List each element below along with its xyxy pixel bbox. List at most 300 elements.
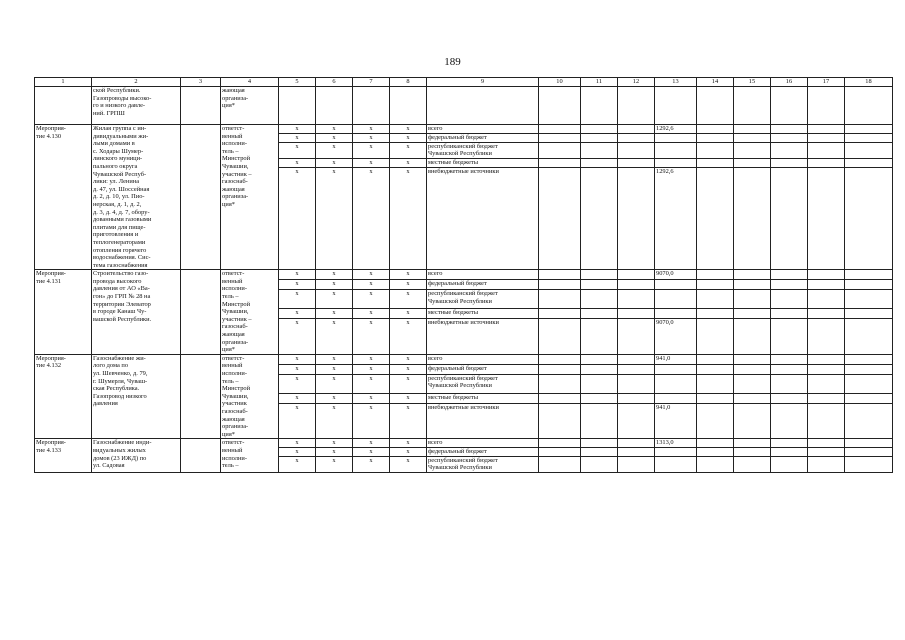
continuation-row	[35, 87, 893, 125]
responsible-party: ответст- венный исполни- тель –	[221, 439, 279, 472]
table-cell	[808, 354, 845, 364]
table-cell	[808, 87, 845, 125]
x-mark: x	[279, 354, 316, 364]
x-mark: x	[279, 159, 316, 168]
x-mark: x	[316, 456, 353, 472]
table-cell	[697, 393, 734, 403]
table-cell	[845, 87, 893, 125]
x-mark: x	[390, 290, 427, 309]
x-mark: x	[353, 290, 390, 309]
column-header: 7	[353, 78, 390, 87]
amount-value	[655, 309, 697, 319]
x-mark: x	[316, 159, 353, 168]
table-cell	[697, 403, 734, 439]
funding-source: внебюджетные источники	[427, 319, 539, 355]
table-cell	[581, 456, 618, 472]
table-cell	[181, 125, 221, 270]
x-mark: x	[353, 280, 390, 290]
table-cell	[697, 133, 734, 142]
table-cell	[618, 319, 655, 355]
table-cell	[734, 142, 771, 159]
column-header: 5	[279, 78, 316, 87]
table-cell	[808, 447, 845, 456]
table-cell	[539, 280, 581, 290]
table-cell	[581, 290, 618, 309]
table-cell	[618, 290, 655, 309]
x-mark: x	[353, 456, 390, 472]
x-mark: x	[390, 447, 427, 456]
table-cell	[771, 403, 808, 439]
x-mark: x	[390, 142, 427, 159]
table-cell	[539, 393, 581, 403]
table-cell	[845, 456, 893, 472]
x-mark: x	[353, 142, 390, 159]
table-cell	[539, 168, 581, 270]
table-cell	[279, 87, 316, 125]
x-mark: x	[316, 393, 353, 403]
event-id: Мероприя- тие 4.130	[35, 125, 92, 270]
table-cell	[618, 125, 655, 134]
x-mark: x	[353, 364, 390, 374]
table-cell	[618, 142, 655, 159]
amount-value: 1292,6	[655, 168, 697, 270]
x-mark: x	[353, 447, 390, 456]
table-cell	[734, 364, 771, 374]
x-mark: x	[353, 354, 390, 364]
table-cell	[697, 125, 734, 134]
table-cell	[618, 159, 655, 168]
table-cell	[808, 159, 845, 168]
table-cell	[845, 393, 893, 403]
table-cell	[181, 439, 221, 472]
x-mark: x	[316, 319, 353, 355]
table-cell	[697, 142, 734, 159]
x-mark: x	[279, 133, 316, 142]
table-cell	[539, 87, 581, 125]
table-cell	[771, 133, 808, 142]
table-cell	[734, 290, 771, 309]
table-cell	[845, 364, 893, 374]
x-mark: x	[353, 403, 390, 439]
column-header: 6	[316, 78, 353, 87]
table-cell	[845, 133, 893, 142]
table-cell	[808, 374, 845, 393]
table-cell	[581, 309, 618, 319]
column-header: 14	[697, 78, 734, 87]
x-mark: x	[279, 125, 316, 134]
amount-value	[655, 364, 697, 374]
table-cell	[771, 87, 808, 125]
table-cell	[734, 125, 771, 134]
table-cell	[697, 270, 734, 280]
table-cell	[808, 133, 845, 142]
table-cell	[316, 87, 353, 125]
table-cell	[539, 159, 581, 168]
table-cell	[808, 309, 845, 319]
table-cell	[808, 168, 845, 270]
table-cell	[581, 168, 618, 270]
table-cell	[734, 168, 771, 270]
x-mark: x	[316, 439, 353, 448]
table-cell	[808, 393, 845, 403]
amount-value: 1313,0	[655, 439, 697, 448]
table-cell	[808, 456, 845, 472]
table-row	[35, 354, 893, 364]
table-cell	[697, 364, 734, 374]
funding-source: внебюджетные источники	[427, 403, 539, 439]
table-cell	[618, 309, 655, 319]
table-cell	[539, 364, 581, 374]
funding-source: местные бюджеты	[427, 159, 539, 168]
x-mark: x	[279, 439, 316, 448]
table-cell	[618, 280, 655, 290]
amount-value: 9070,0	[655, 319, 697, 355]
table-cell	[353, 87, 390, 125]
table-cell	[845, 125, 893, 134]
funding-source: местные бюджеты	[427, 309, 539, 319]
x-mark: x	[279, 447, 316, 456]
x-mark: x	[279, 142, 316, 159]
table-cell	[539, 270, 581, 280]
amount-value	[655, 142, 697, 159]
x-mark: x	[316, 447, 353, 456]
table-cell	[771, 354, 808, 364]
responsible-party: ответст- венный исполни- тель – Минстрой Чувашии, участник – газоснаб- жающая организа- ция*	[221, 125, 279, 270]
table-cell	[771, 393, 808, 403]
funding-source: республиканский бюджет Чувашской Республики	[427, 142, 539, 159]
table-row	[35, 439, 893, 448]
x-mark: x	[353, 159, 390, 168]
table-cell	[734, 456, 771, 472]
table-cell	[539, 403, 581, 439]
event-description: Строительство газо- провода высокого давления от АО «Ва- гон» до ГРП № 28 на территории Элеватор в городе Канаш Чу- вашской Республики.	[92, 270, 181, 355]
x-mark: x	[353, 168, 390, 270]
header-row	[35, 78, 893, 87]
funding-source: внебюджетные источники	[427, 168, 539, 270]
table-cell	[539, 309, 581, 319]
table-cell	[618, 393, 655, 403]
x-mark: x	[316, 374, 353, 393]
table-cell	[581, 364, 618, 374]
x-mark: x	[353, 374, 390, 393]
x-mark: x	[316, 270, 353, 280]
x-mark: x	[353, 393, 390, 403]
x-mark: x	[390, 374, 427, 393]
table-cell	[539, 354, 581, 364]
column-header: 8	[390, 78, 427, 87]
amount-value: 941,0	[655, 354, 697, 364]
table-cell	[845, 168, 893, 270]
table-cell	[539, 439, 581, 448]
table-cell	[808, 270, 845, 280]
amount-value	[655, 447, 697, 456]
funding-source: местные бюджеты	[427, 393, 539, 403]
table-cell	[845, 280, 893, 290]
table-cell	[734, 393, 771, 403]
x-mark: x	[279, 290, 316, 309]
table-cell	[845, 439, 893, 448]
amount-value	[655, 456, 697, 472]
x-mark: x	[316, 290, 353, 309]
table-cell	[771, 374, 808, 393]
funding-source: всего	[427, 125, 539, 134]
table-cell	[539, 319, 581, 355]
table-cell	[734, 319, 771, 355]
table-cell	[771, 290, 808, 309]
table-cell	[581, 142, 618, 159]
table-cell	[618, 374, 655, 393]
event-description: ской Республики. Газопроводы высоко- го и низкого давле- ний. ГРПШ	[92, 87, 181, 125]
table-cell	[618, 168, 655, 270]
amount-value	[655, 159, 697, 168]
table-cell	[771, 125, 808, 134]
x-mark: x	[390, 319, 427, 355]
event-id: Мероприя- тие 4.133	[35, 439, 92, 472]
amount-value	[655, 280, 697, 290]
x-mark: x	[279, 456, 316, 472]
funding-table	[34, 77, 893, 473]
page-number: 189	[444, 56, 461, 68]
x-mark: x	[390, 439, 427, 448]
x-mark: x	[279, 319, 316, 355]
table-cell	[771, 280, 808, 290]
table-cell	[539, 290, 581, 309]
x-mark: x	[390, 270, 427, 280]
column-header: 12	[618, 78, 655, 87]
funding-source: республиканский бюджет Чувашской Республики	[427, 290, 539, 309]
table-cell	[771, 456, 808, 472]
column-header: 18	[845, 78, 893, 87]
table-cell	[581, 447, 618, 456]
funding-source: всего	[427, 439, 539, 448]
x-mark: x	[279, 364, 316, 374]
table-cell	[734, 159, 771, 168]
x-mark: x	[316, 403, 353, 439]
table-cell	[845, 309, 893, 319]
table-cell	[845, 374, 893, 393]
table-cell	[655, 87, 697, 125]
table-cell	[808, 319, 845, 355]
column-header: 2	[92, 78, 181, 87]
funding-source: всего	[427, 270, 539, 280]
amount-value	[655, 290, 697, 309]
x-mark: x	[353, 319, 390, 355]
column-header: 15	[734, 78, 771, 87]
table-cell	[390, 87, 427, 125]
amount-value: 9070,0	[655, 270, 697, 280]
table-cell	[181, 270, 221, 355]
x-mark: x	[316, 309, 353, 319]
column-header: 17	[808, 78, 845, 87]
table-cell	[427, 87, 539, 125]
x-mark: x	[316, 168, 353, 270]
event-description: Газоснабжение инди- видуальных жилых домов (23 ИЖД) по ул. Садовая	[92, 439, 181, 472]
table-cell	[734, 447, 771, 456]
x-mark: x	[390, 456, 427, 472]
table-cell	[771, 364, 808, 374]
column-header: 11	[581, 78, 618, 87]
x-mark: x	[390, 280, 427, 290]
x-mark: x	[316, 354, 353, 364]
table-row	[35, 270, 893, 280]
table-cell	[539, 456, 581, 472]
table-cell	[697, 159, 734, 168]
table-cell	[581, 439, 618, 448]
table-cell	[771, 168, 808, 270]
event-description: Газоснабжение жи- лого дома по ул. Шевченко, д. 79, г. Шумерля, Чуваш- ская Республика. Газопровод низкого давления	[92, 354, 181, 439]
x-mark: x	[279, 374, 316, 393]
table-cell	[539, 374, 581, 393]
table-cell	[697, 309, 734, 319]
funding-source: федеральный бюджет	[427, 447, 539, 456]
table-cell	[771, 447, 808, 456]
column-header: 9	[427, 78, 539, 87]
responsible-party: жающая организа- ция*	[221, 87, 279, 125]
x-mark: x	[353, 133, 390, 142]
table-cell	[618, 354, 655, 364]
table-cell	[734, 270, 771, 280]
table-cell	[697, 87, 734, 125]
table-cell	[808, 439, 845, 448]
x-mark: x	[353, 125, 390, 134]
responsible-party: ответст- венный исполни- тель – Минстрой Чувашии, участник газоснаб- жающая организа- ция*	[221, 354, 279, 439]
table-cell	[845, 142, 893, 159]
table-cell	[771, 439, 808, 448]
amount-value	[655, 374, 697, 393]
table-cell	[581, 87, 618, 125]
table-cell	[734, 403, 771, 439]
table-cell	[581, 374, 618, 393]
table-cell	[734, 87, 771, 125]
table-cell	[734, 133, 771, 142]
amount-value	[655, 393, 697, 403]
table-cell	[581, 159, 618, 168]
x-mark: x	[316, 364, 353, 374]
table-cell	[808, 290, 845, 309]
table-cell	[581, 270, 618, 280]
table-cell	[618, 456, 655, 472]
x-mark: x	[279, 393, 316, 403]
table-row	[35, 125, 893, 134]
event-id: Мероприя- тие 4.132	[35, 354, 92, 439]
x-mark: x	[390, 309, 427, 319]
table-cell	[771, 309, 808, 319]
x-mark: x	[279, 309, 316, 319]
funding-source: всего	[427, 354, 539, 364]
column-header: 16	[771, 78, 808, 87]
table-cell	[697, 456, 734, 472]
table-cell	[734, 354, 771, 364]
table-cell	[539, 142, 581, 159]
table-cell	[581, 354, 618, 364]
table-cell	[808, 280, 845, 290]
table-cell	[539, 125, 581, 134]
table-cell	[618, 447, 655, 456]
table-cell	[771, 270, 808, 280]
table-cell	[771, 319, 808, 355]
table-cell	[845, 319, 893, 355]
table-cell	[35, 87, 92, 125]
table-cell	[808, 125, 845, 134]
x-mark: x	[279, 403, 316, 439]
column-header: 13	[655, 78, 697, 87]
x-mark: x	[316, 280, 353, 290]
table-cell	[618, 87, 655, 125]
x-mark: x	[390, 364, 427, 374]
x-mark: x	[390, 403, 427, 439]
table-cell	[581, 125, 618, 134]
amount-value	[655, 133, 697, 142]
table-cell	[771, 142, 808, 159]
x-mark: x	[279, 168, 316, 270]
column-header: 4	[221, 78, 279, 87]
table-cell	[697, 319, 734, 355]
event-id: Мероприя- тие 4.131	[35, 270, 92, 355]
x-mark: x	[390, 125, 427, 134]
table-cell	[618, 439, 655, 448]
table-cell	[808, 142, 845, 159]
x-mark: x	[390, 393, 427, 403]
table-cell	[697, 290, 734, 309]
table-cell	[581, 393, 618, 403]
table-cell	[618, 270, 655, 280]
x-mark: x	[390, 354, 427, 364]
table-cell	[697, 447, 734, 456]
table-cell	[734, 280, 771, 290]
responsible-party: ответст- венный исполни- тель – Минстрой Чувашии, участник – газоснаб- жающая организа- ция*	[221, 270, 279, 355]
funding-source: федеральный бюджет	[427, 280, 539, 290]
x-mark: x	[279, 270, 316, 280]
event-description: Жилая группа с ин- дивидуальными жи- лыми домами в с. Ходары Шумер- линского муници- пального округа Чувашской Респуб- лики: ул. Ленина д. 47, ул. Шоссейная д. 2, д. 10, ул. Пио- нерская, д. 1, д. 2, д. 3, д. 4, д. 7, обору- дованными газовыми плитами для пище- приготовления и теплогенераторами отопления горячего водоснабжения. Сис- тема газоснабжения	[92, 125, 181, 270]
table-cell	[845, 354, 893, 364]
table-cell	[539, 447, 581, 456]
table-cell	[734, 439, 771, 448]
funding-source: федеральный бюджет	[427, 364, 539, 374]
funding-source: федеральный бюджет	[427, 133, 539, 142]
table-cell	[808, 403, 845, 439]
table-cell	[845, 447, 893, 456]
column-header: 1	[35, 78, 92, 87]
x-mark: x	[279, 280, 316, 290]
x-mark: x	[353, 439, 390, 448]
table-cell	[845, 159, 893, 168]
table-cell	[808, 364, 845, 374]
x-mark: x	[390, 133, 427, 142]
x-mark: x	[353, 270, 390, 280]
table-cell	[697, 168, 734, 270]
table-cell	[581, 133, 618, 142]
x-mark: x	[316, 125, 353, 134]
table-cell	[697, 439, 734, 448]
table-cell	[618, 403, 655, 439]
table-cell	[697, 354, 734, 364]
table-cell	[697, 374, 734, 393]
funding-source: республиканский бюджет Чувашской Республики	[427, 374, 539, 393]
table-cell	[771, 159, 808, 168]
table-cell	[539, 133, 581, 142]
x-mark: x	[390, 159, 427, 168]
table-cell	[618, 364, 655, 374]
table-cell	[845, 270, 893, 280]
funding-source: республиканский бюджет Чувашской Республики	[427, 456, 539, 472]
table-cell	[697, 280, 734, 290]
table-cell	[581, 280, 618, 290]
amount-value: 1292,6	[655, 125, 697, 134]
table-cell	[181, 354, 221, 439]
table-cell	[181, 87, 221, 125]
table-cell	[734, 374, 771, 393]
table-cell	[618, 133, 655, 142]
